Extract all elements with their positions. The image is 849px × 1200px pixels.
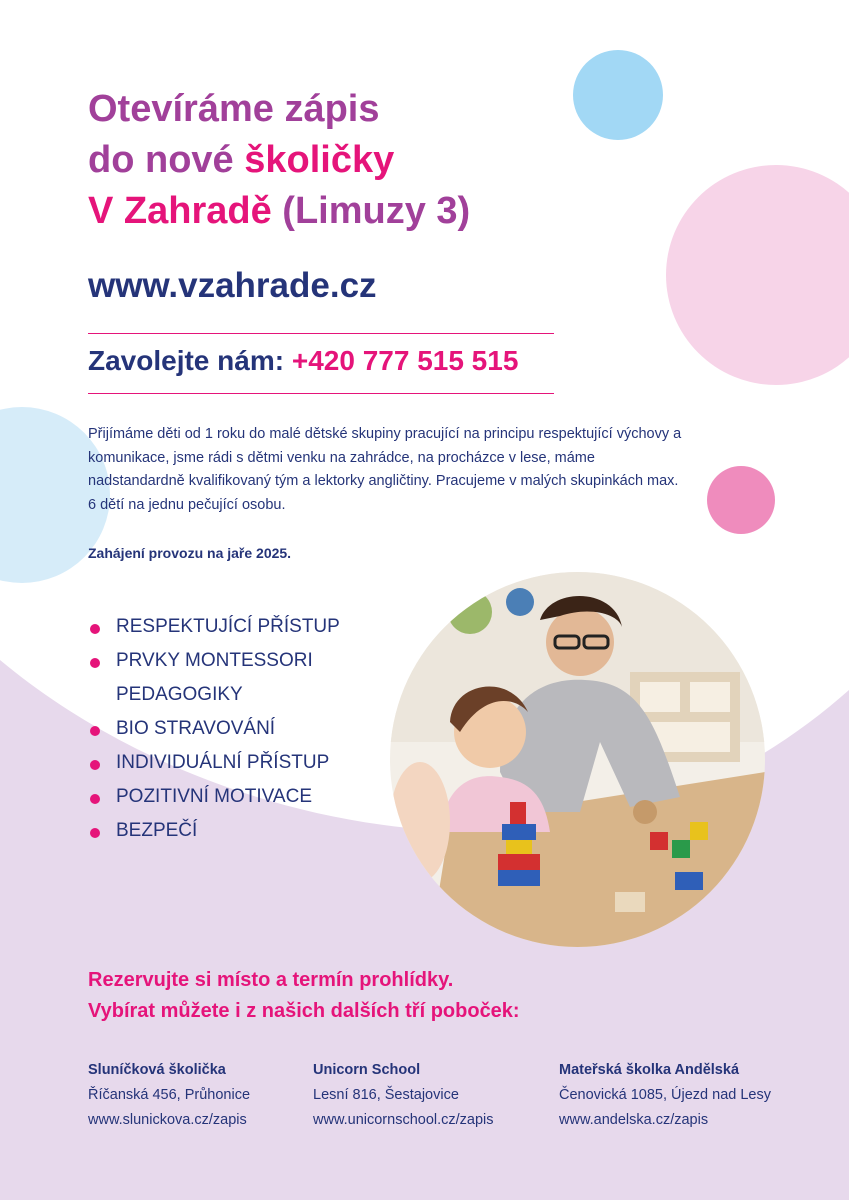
feature-label: BEZPEČÍ bbox=[116, 820, 198, 841]
feature-item bbox=[90, 610, 356, 644]
call-to-action bbox=[88, 965, 520, 1027]
feature-label: BIO STRAVOVÁNÍ bbox=[116, 718, 276, 739]
feature-item bbox=[90, 746, 356, 780]
branch-unicorn bbox=[313, 1058, 494, 1133]
branch-slunickova bbox=[88, 1058, 250, 1133]
blue-circle-small bbox=[573, 50, 663, 140]
feature-label: PRVKY MONTESSORI PEDAGOGIKY bbox=[116, 650, 313, 705]
bullet-icon bbox=[90, 760, 100, 770]
bullet-icon bbox=[90, 624, 100, 634]
feature-item bbox=[90, 814, 356, 848]
headline bbox=[88, 84, 470, 237]
headline-line2a: do nové bbox=[88, 139, 245, 181]
divider-bottom bbox=[88, 393, 554, 394]
bullet-icon bbox=[90, 828, 100, 838]
branch-address: Lesní 816, Šestajovice bbox=[313, 1087, 459, 1103]
features-list bbox=[90, 610, 356, 848]
branch-name: Unicorn School bbox=[313, 1062, 421, 1078]
branch-url[interactable]: www.andelska.cz/zapis bbox=[559, 1112, 709, 1128]
feature-item bbox=[90, 780, 356, 814]
feature-label: INDIVIDUÁLNÍ PŘÍSTUP bbox=[116, 752, 330, 773]
website-link[interactable]: www.vzahrade.cz bbox=[88, 266, 377, 305]
headline-line3a: V Zahradě bbox=[88, 190, 272, 232]
branch-andelska bbox=[559, 1058, 771, 1133]
rose-circle bbox=[707, 466, 775, 534]
phone-label: Zavolejte nám: bbox=[88, 345, 292, 376]
bullet-icon bbox=[90, 794, 100, 804]
feature-label: RESPEKTUJÍCÍ PŘÍSTUP bbox=[116, 616, 340, 637]
feature-label: POZITIVNÍ MOTIVACE bbox=[116, 786, 312, 807]
branch-address: Říčanská 456, Průhonice bbox=[88, 1087, 251, 1103]
branch-name: Mateřská školka Andělská bbox=[559, 1062, 740, 1078]
classroom-photo bbox=[390, 572, 765, 947]
feature-item bbox=[90, 712, 356, 746]
start-note: Zahájení provozu na jaře 2025. bbox=[88, 545, 292, 561]
cta-line2: Vybírat můžete i z našich dalších tří poboček: bbox=[88, 1000, 520, 1022]
bullet-icon bbox=[90, 658, 100, 668]
feature-item bbox=[90, 644, 356, 712]
headline-line1: Otevíráme zápis bbox=[88, 88, 380, 130]
cta-line1: Rezervujte si místo a termín prohlídky. bbox=[88, 969, 454, 991]
headline-line2b: školičky bbox=[244, 139, 395, 181]
phone-number[interactable]: +420 777 515 515 bbox=[291, 345, 519, 376]
branch-address: Čenovická 1085, Újezd nad Lesy bbox=[559, 1087, 771, 1103]
pink-circle-large bbox=[666, 165, 849, 385]
divider-top bbox=[88, 333, 554, 334]
branch-name: Sluníčková školička bbox=[88, 1062, 226, 1078]
branch-url[interactable]: www.slunickova.cz/zapis bbox=[88, 1112, 247, 1128]
intro-paragraph: Přijímáme děti od 1 roku do malé dětské skupiny pracující na principu respektující výchovy a komunikace, jsme rádi s dětmi venku na zahrádce, na procházce v lese, máme nadstandardně kvalifikovaný tým a lektorky angličtiny. Pracujeme v malých skupinkách max. 6 dětí na jednu pečující osobu. bbox=[88, 426, 682, 513]
phone-line bbox=[88, 345, 518, 377]
headline-line3b: (Limuzy 3) bbox=[271, 190, 471, 232]
bullet-icon bbox=[90, 726, 100, 736]
branch-url[interactable]: www.unicornschool.cz/zapis bbox=[313, 1112, 494, 1128]
